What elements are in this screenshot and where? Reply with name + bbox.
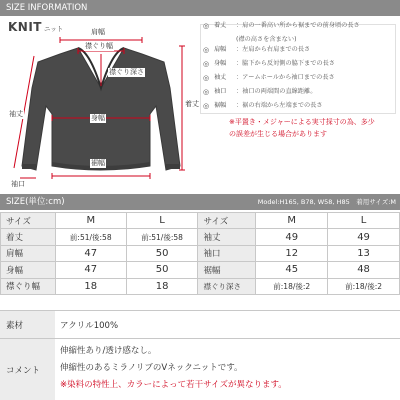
legend-row: ◎ 裾幅 ：裾の右端から左端までの長さ: [203, 102, 323, 110]
label-cuff: 袖口: [11, 180, 25, 188]
label-length: 着丈: [185, 100, 199, 108]
bullet-icon: ◎: [203, 60, 210, 68]
col-header-l: L: [126, 213, 198, 229]
legend-row: (襟の高さを含まない): [236, 36, 297, 43]
label-shoulder: 肩幅: [91, 28, 105, 36]
bullet-icon: ◎: [203, 74, 210, 82]
legend-row: ◎ 肩幅 ：左肩から右肩までの長さ: [203, 46, 311, 54]
label-neck-width: 襟ぐり幅: [85, 42, 113, 50]
size-info-title: SIZE INFORMATION: [6, 3, 88, 13]
comment-label: コメント: [0, 339, 55, 400]
material-value: アクリル100%: [60, 321, 119, 331]
size-info-header: [0, 0, 400, 16]
legend-row: ◎ 身幅 ：脇下から反対側の脇下までの長さ: [203, 60, 335, 68]
material-label: 素材: [0, 311, 55, 338]
table-row: 肩幅 47 50 袖口 12 13: [1, 245, 400, 261]
product-type: KNIT: [8, 20, 42, 34]
measurement-note: ※平置き・メジャーによる実寸採寸の為、多少 の誤差が生じる場合があります: [229, 118, 375, 138]
measurement-legend: [203, 22, 397, 116]
product-type-jp: ニット: [44, 25, 64, 33]
bullet-icon: ◎: [203, 46, 210, 54]
size-table: [0, 212, 400, 295]
garment-diagram: [0, 18, 200, 188]
label-body-width: 身幅: [91, 114, 105, 122]
size-table-header: [0, 194, 400, 210]
material-row: [0, 310, 400, 338]
size-table-title: SIZE(単位:cm): [6, 197, 65, 207]
bullet-icon: ◎: [203, 102, 210, 110]
table-header-row: [1, 213, 400, 229]
model-info: Model:H165, B78, W58, H85 着用サイズ:M: [257, 198, 396, 206]
comment-row: [0, 338, 400, 400]
comment-warning: ※染料の特性上、カラーによって若干サイズが異なります。: [60, 380, 287, 390]
table-row: 身幅 47 50 裾幅 45 48: [1, 262, 400, 278]
col-header-size: サイズ: [198, 213, 256, 229]
label-hem-width: 裾幅: [91, 159, 105, 167]
col-header-size: サイズ: [1, 213, 56, 229]
legend-row: ◎ 袖丈 ：アームホールから袖口までの長さ: [203, 74, 335, 82]
bullet-icon: ◎: [203, 88, 210, 96]
col-header-l: L: [328, 213, 400, 229]
comment-line: 伸縮性あり/透け感なし。: [60, 346, 157, 356]
comment-line: 伸縮性のあるミラノリブのVネックニットです。: [60, 363, 243, 373]
col-header-m: M: [256, 213, 328, 229]
col-header-m: M: [55, 213, 126, 229]
legend-row: ◎ 着丈 ：肩の一番高い所から裾までの前身頃の長さ: [203, 22, 360, 30]
table-row: 着丈 前:51/後:58 前:51/後:58 袖丈 49 49: [1, 229, 400, 245]
table-row: 襟ぐり幅 18 18 襟ぐり深さ 前:18/後:2 前:18/後:2: [1, 278, 400, 294]
legend-row: ◎ 袖口 ：袖口の両端間の直線距離。: [203, 88, 317, 96]
label-sleeve: 袖丈: [9, 110, 23, 118]
label-neck-depth: 襟ぐり深さ: [109, 68, 144, 76]
bullet-icon: ◎: [203, 22, 210, 30]
